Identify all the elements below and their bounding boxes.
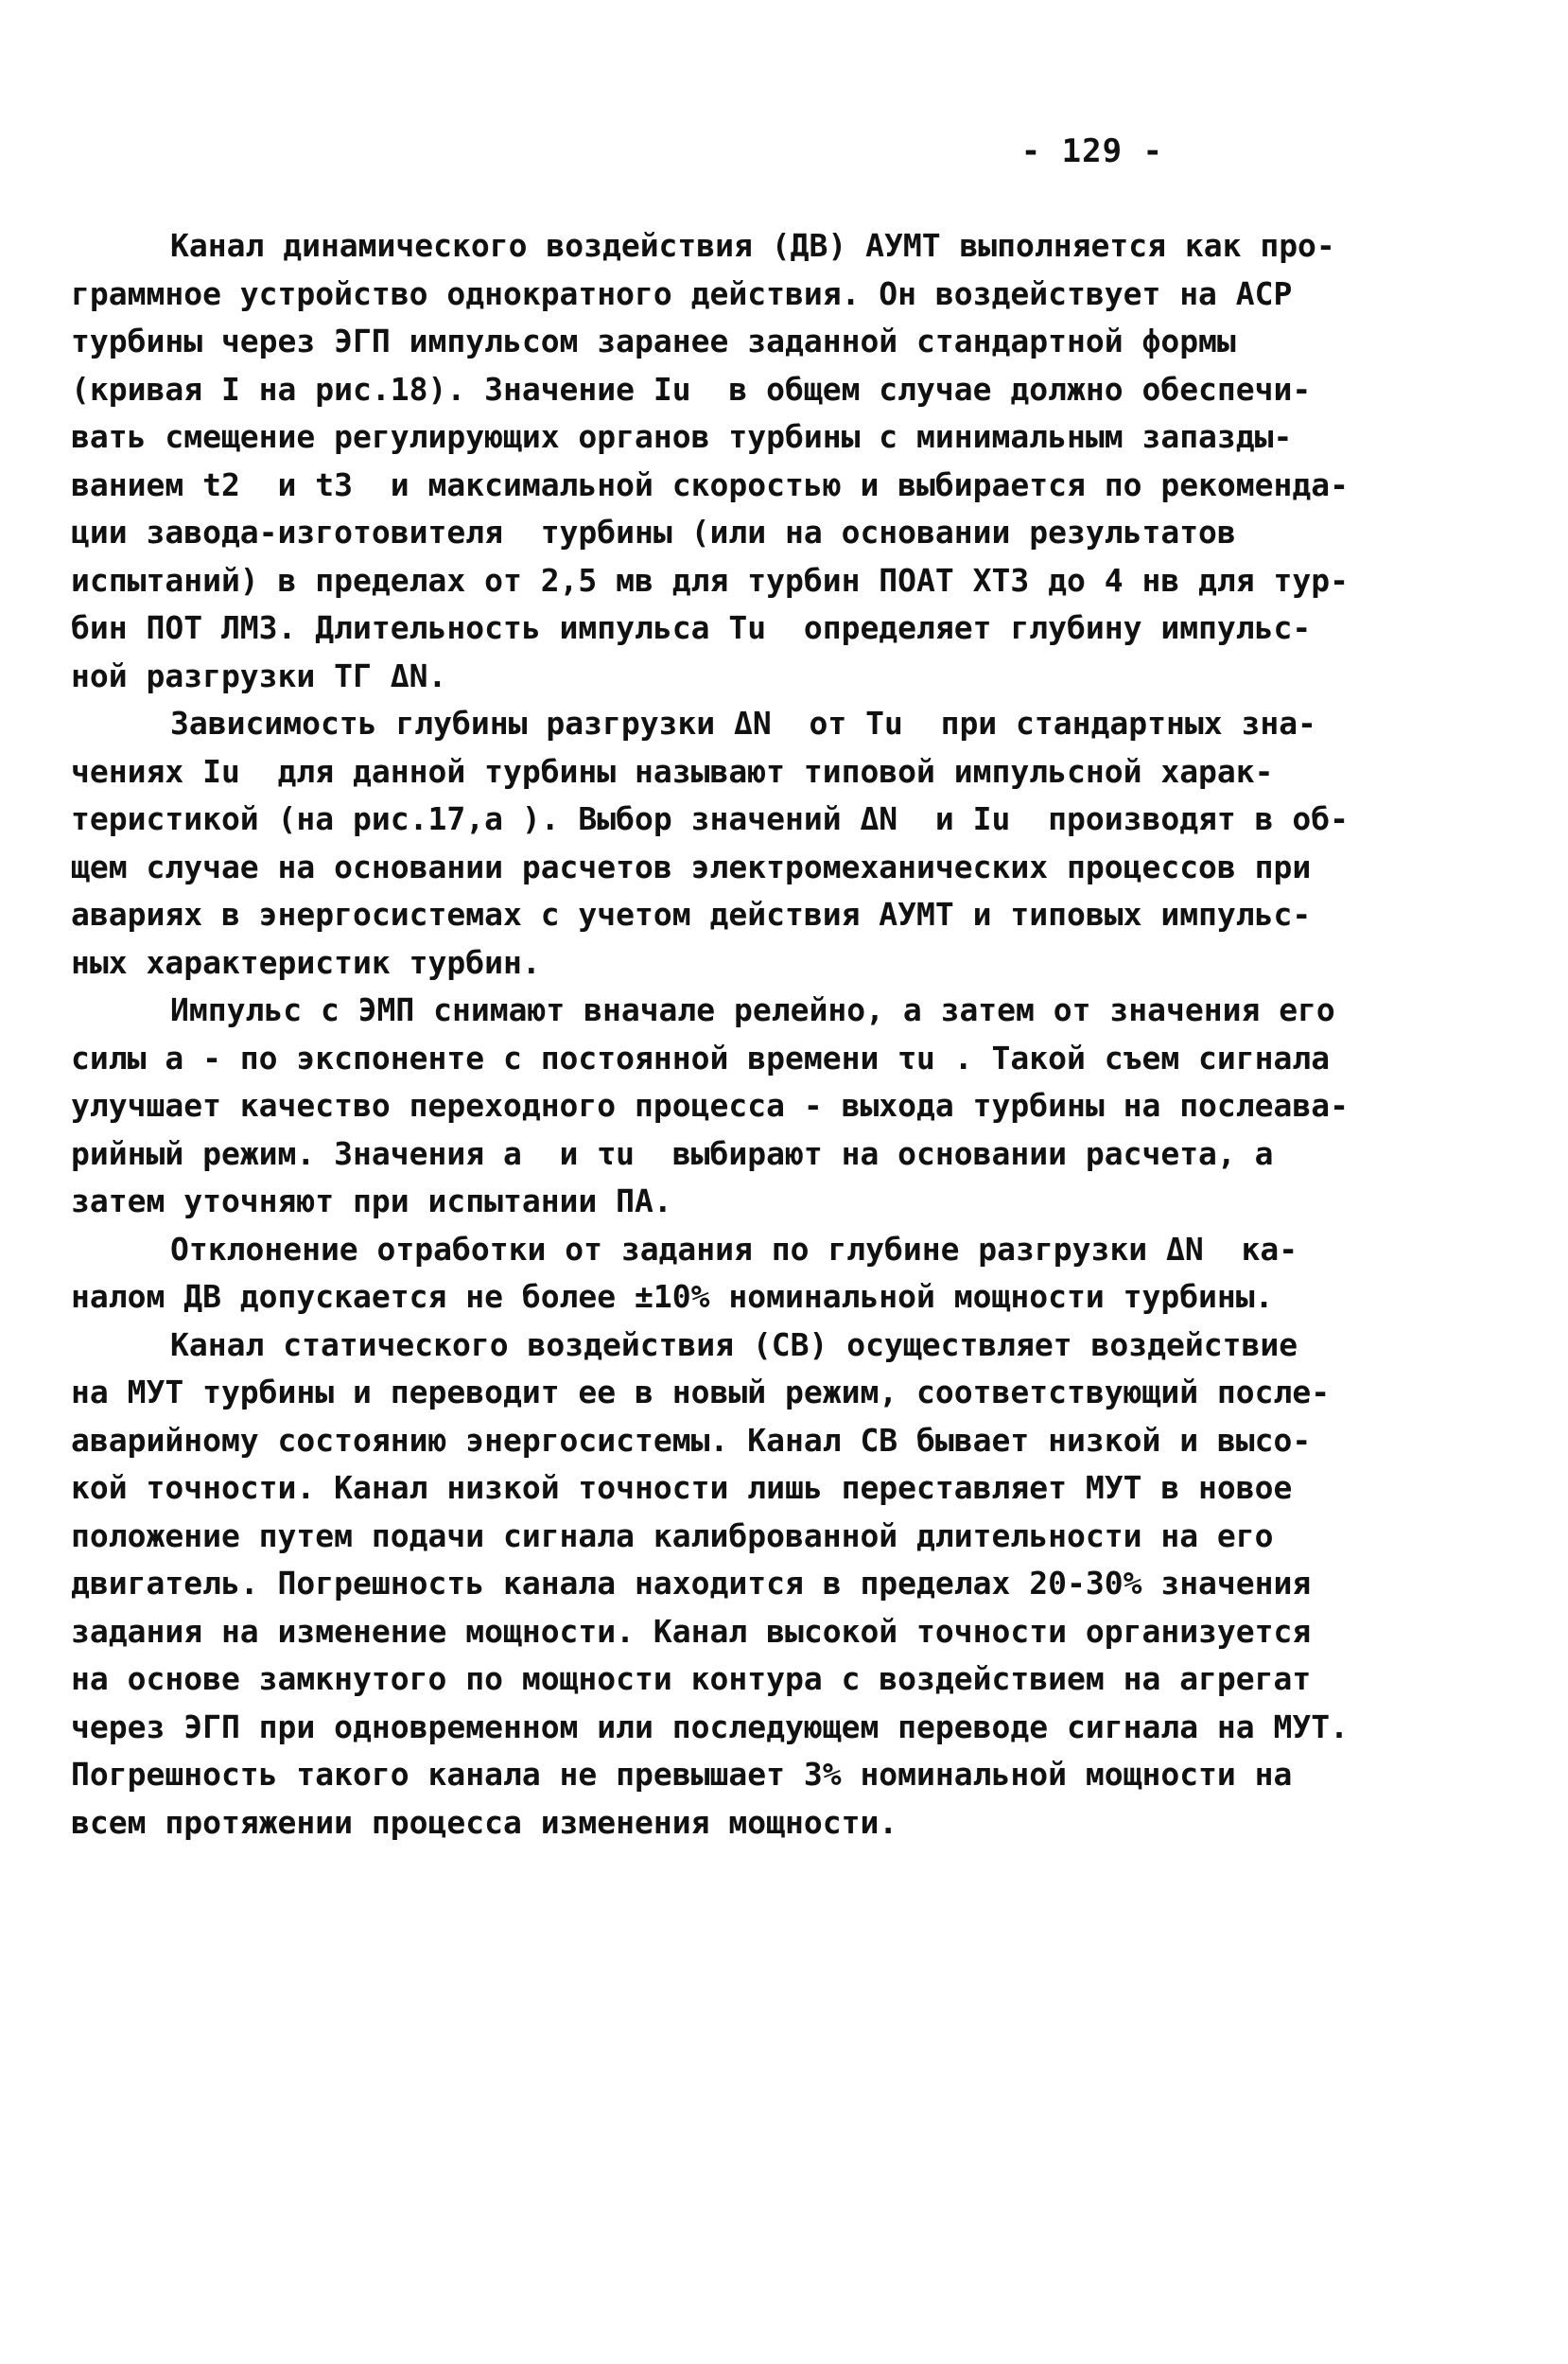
- text-line: рийный режим. Значения a и τu выбирают на основании расчета, а: [71, 1134, 1274, 1172]
- text-line: авариях в энергосистемах с учетом действия АУМТ и типовых импульс-: [71, 896, 1312, 933]
- text-line: силы a - по экспоненте с постоянной времени τu . Такой съем сигнала: [71, 1039, 1331, 1077]
- text-line: Импульс с ЭМП снимают вначале релейно, а затем от значения его: [170, 991, 1335, 1028]
- paragraph-dynamic-channel: [71, 222, 1390, 700]
- page-number: - 129 -: [1020, 132, 1163, 170]
- document-body: [71, 222, 1390, 1847]
- text-line: ных характеристик турбин.: [71, 943, 541, 981]
- text-line: задания на изменение мощности. Канал высокой точности организуется: [71, 1612, 1312, 1650]
- paragraph-impulse-characteristic: [71, 700, 1390, 987]
- text-line: Зависимость глубины разгрузки ΔN от Tu при стандартных зна-: [170, 705, 1316, 742]
- text-line: бин ПОТ ЛМЗ. Длительность импульса Tu определяет глубину импульс-: [71, 609, 1312, 646]
- text-line: турбины через ЭГП импульсом заранее заданной стандартной формы: [71, 323, 1236, 359]
- text-line: на МУТ турбины и переводит ее в новый режим, соответствующий после-: [71, 1374, 1331, 1410]
- paragraph-impulse-removal: [71, 987, 1390, 1226]
- text-line: всем протяжении процесса изменения мощности.: [71, 1803, 898, 1841]
- text-line: на основе замкнутого по мощности контура с воздействием на агрегат: [71, 1660, 1312, 1697]
- text-line: Отклонение отработки от задания по глубине разгрузки ΔN ка-: [170, 1230, 1298, 1268]
- paragraph-deviation: [71, 1226, 1390, 1322]
- text-line: щем случае на основании расчетов электромеханических процессов при: [71, 848, 1312, 885]
- text-line: теристикой (на рис.17,a ). Выбор значений ΔN и Iu производят в об-: [71, 800, 1350, 837]
- text-line: вать смещение регулирующих органов турбины с минимальным запазды-: [71, 418, 1293, 455]
- text-line: улучшает качество переходного процесса - выхода турбины на послеава-: [71, 1087, 1350, 1124]
- text-line: налом ДВ допускается не более ±10% номинальной мощности турбины.: [71, 1278, 1274, 1315]
- text-line: ванием t2 и t3 и максимальной скоростью и выбирается по рекоменда-: [71, 465, 1350, 503]
- text-line: Канал динамического воздействия (ДВ) АУМТ выполняется как про-: [170, 227, 1335, 264]
- text-line: кой точности. Канал низкой точности лишь переставляет МУТ в новое: [71, 1469, 1293, 1506]
- text-line: ной разгрузки ТГ ΔN.: [71, 657, 447, 694]
- text-line: Канал статического воздействия (СВ) осуществляет воздействие: [170, 1325, 1298, 1363]
- text-line: чениях Iu для данной турбины называют типовой импульсной харак-: [71, 752, 1274, 790]
- text-line: положение путем подачи сигнала калиброванной длительности на его: [71, 1516, 1274, 1554]
- text-line: Погрешность такого канала не превышает 3% номинальной мощности на: [71, 1756, 1293, 1793]
- text-line: через ЭГП при одновременном или последующем переводе сигнала на МУТ.: [71, 1707, 1350, 1745]
- paragraph-static-channel: [71, 1322, 1390, 1847]
- text-line: ции завода-изготовителя турбины (или на основании результатов: [71, 514, 1236, 551]
- text-line: затем уточняют при испытании ПА.: [71, 1182, 672, 1219]
- text-line: граммное устройство однократного действия. Он воздействует на АСР: [71, 274, 1293, 312]
- text-line: аварийному состоянию энергосистемы. Канал СВ бывает низкой и высо-: [71, 1421, 1312, 1459]
- text-line: испытаний) в пределах от 2,5 мв для турбин ПОАТ ХТЗ до 4 нв для тур-: [71, 561, 1350, 599]
- text-line: (кривая I на рис.18). Значение Iu в общем случае должно обеспечи-: [71, 370, 1312, 408]
- text-line: двигатель. Погрешность канала находится в пределах 20-30% значения: [71, 1565, 1312, 1602]
